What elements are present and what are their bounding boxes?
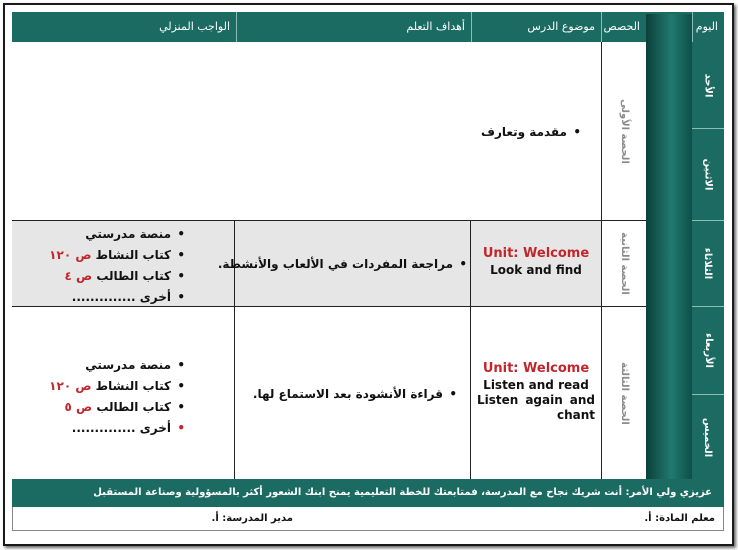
decorative-bar xyxy=(646,14,692,479)
header-topic: موضوع الدرس xyxy=(471,12,601,42)
teacher-label: معلم المادة: أ. xyxy=(644,513,715,524)
day-monday: الاثنين xyxy=(692,128,724,220)
row1-goal: • مقدمة وتعارف xyxy=(481,125,581,139)
row3-line1: Listen and read xyxy=(483,378,589,392)
list-item: • كتاب النشاط ص ١٢٠ xyxy=(49,376,185,397)
row2-unit: Unit: Welcome xyxy=(482,246,590,261)
day-column xyxy=(692,42,724,479)
table-row xyxy=(12,42,646,220)
list-item: • كتاب الطالب ص ٤ xyxy=(49,266,185,287)
day-tuesday: الثلاثاء xyxy=(692,220,724,306)
list-item: • أخرى .............. xyxy=(49,418,185,439)
list-item: • كتاب النشاط ص ١٢٠ xyxy=(49,245,185,266)
list-item: • منصة مدرستي xyxy=(49,224,185,245)
signature-row xyxy=(12,507,724,531)
row3-homework xyxy=(49,355,185,439)
lesson-grid xyxy=(12,42,646,479)
row3-line3: chant xyxy=(556,408,595,422)
row3-line2: Listen again and xyxy=(477,393,595,407)
list-item: • منصة مدرستي xyxy=(49,355,185,376)
period-first: الحصة الأولى xyxy=(601,42,646,220)
row2-subtitle: Look and find xyxy=(490,263,582,277)
row3-goal: • قراءة الأنشودة بعد الاستماع لها. xyxy=(253,387,457,401)
period-second: الحصة الثانية xyxy=(601,220,646,306)
day-wednesday: الأربعاء xyxy=(692,306,724,394)
list-item: • كتاب الطالب ص ٥ xyxy=(49,397,185,418)
table-row xyxy=(12,306,601,479)
header-period: الحصص xyxy=(601,12,646,42)
day-thursday: الخميس xyxy=(692,394,724,479)
row3-unit: Unit: Welcome xyxy=(482,361,590,376)
header-homework: الواجب المنزلي xyxy=(159,20,230,33)
table-row xyxy=(12,220,601,306)
list-item: • أخرى .............. xyxy=(49,287,185,308)
principal-label: مدير المدرسة: أ. xyxy=(211,513,293,524)
day-sunday: الأحد xyxy=(702,73,714,97)
parent-note: عزيزي ولي الأمر: أنت شريك نجاح مع المدرسة، فمتابعتك للخطة التعليمية يمنح ابنك الشعور أكثر بالمسؤولية وصناعة المستقبل xyxy=(12,479,724,507)
period-third: الحصة الثالثة xyxy=(601,306,646,479)
row3-topic xyxy=(471,360,601,423)
table-header xyxy=(12,12,724,42)
row2-homework xyxy=(49,224,185,308)
header-goals: أهداف التعلم xyxy=(236,12,471,42)
header-day: اليوم xyxy=(692,12,724,42)
row2-topic xyxy=(471,245,601,278)
row2-goal: • مراجعة المفردات في الألعاب والأنشطة. xyxy=(218,257,467,271)
